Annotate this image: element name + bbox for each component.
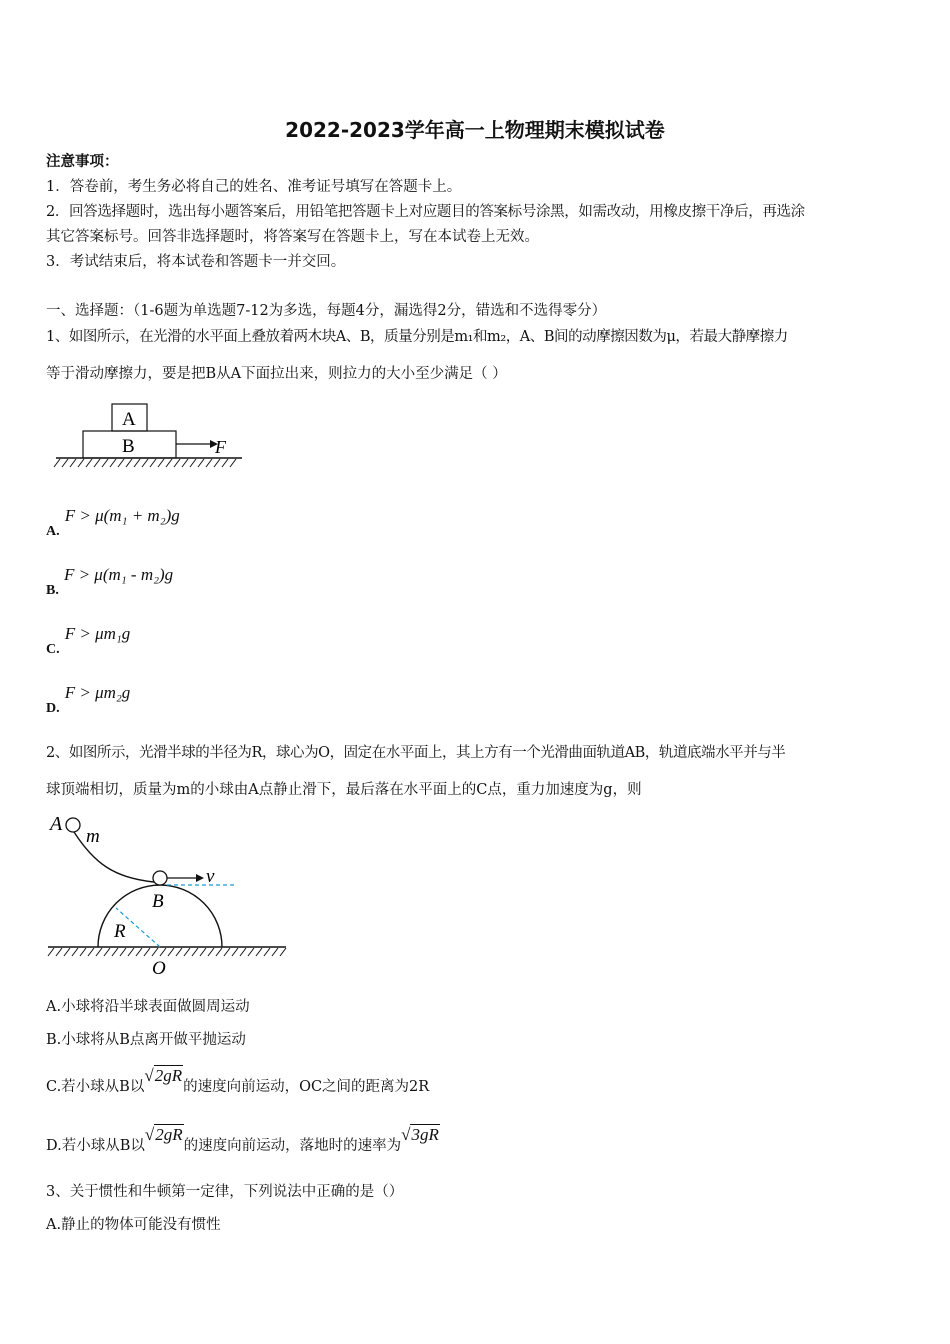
block-b-label: B (122, 436, 135, 457)
option-letter: A. (46, 524, 60, 539)
q1-stem-line2: 等于滑动摩擦力，要是把B从A下面拉出来，则拉力的大小至少满足（ ） (46, 366, 507, 382)
q1-option-d[interactable] (46, 683, 131, 716)
block-a-label: A (122, 409, 136, 430)
q2-option-a[interactable]: A.小球将沿半球表面做圆周运动 (46, 999, 250, 1015)
notice-heading: 注意事项： (46, 153, 119, 170)
option-formula: F > μ(m₁ + m₂)g (64, 506, 180, 525)
q1-option-a[interactable] (46, 506, 180, 539)
ground-hatch (48, 948, 286, 956)
radicand: 2gR (154, 1066, 183, 1085)
q3-option-a[interactable]: A.静止的物体可能没有惯性 (46, 1217, 221, 1233)
option-suffix: 的速度向前运动，OC之间的距离为2R (183, 1079, 430, 1095)
page-title: 2022-2023学年高一上物理期末模拟试卷 (285, 118, 665, 142)
notice-item: 其它答案标号。回答非选择题时，将答案写在答题卡上，写在本试卷上无效。 (46, 229, 539, 245)
radicand: 2gR (155, 1125, 183, 1144)
label-r: R (114, 921, 126, 942)
q1-option-c[interactable] (46, 624, 131, 657)
radical-sign-icon: √ (401, 1125, 411, 1144)
option-formula: F > μm₂g (64, 683, 131, 702)
option-letter: C. (46, 642, 60, 657)
ball-at-a (66, 818, 80, 832)
label-a: A (50, 813, 63, 835)
q1-figure-blocks (52, 398, 248, 470)
ground-hatch (54, 459, 236, 467)
label-b: B (152, 891, 164, 912)
q2-stem-line1: 2、如图所示，光滑半球的半径为R，球心为O，固定在水平面上，其上方有一个光滑曲面轨道AB，轨道底端水平并与半 (46, 745, 786, 761)
label-o: O (152, 958, 166, 979)
option-prefix: D.若小球从B以 (46, 1138, 145, 1154)
q2-figure-hemisphere (44, 808, 292, 980)
notice-item: 3．考试结束后，将本试卷和答题卡一并交回。 (46, 254, 346, 270)
notice-item: 2．回答选择题时，选出每小题答案后，用铅笔把答题卡上对应题目的答案标号涂黑，如需改动，用橡皮擦干净后，再选涂 (46, 204, 805, 220)
notice-item: 1．答卷前，考生务必将自己的姓名、准考证号填写在答题卡上。 (46, 179, 462, 195)
sqrt-expression (144, 1066, 183, 1086)
force-label: F (215, 437, 226, 457)
radical-sign-icon: √ (144, 1125, 155, 1144)
option-formula: F > μm₁g (64, 624, 131, 643)
q2-option-c[interactable] (46, 1066, 430, 1095)
option-formula: F > μ(m₁ - m₂)g (63, 565, 174, 584)
section-heading: 一、选择题：（1-6题为单选题7-12为多选，每题4分，漏选得2分，错选和不选得零分） (46, 303, 607, 319)
sqrt-expression (401, 1125, 440, 1145)
radicand: 3gR (411, 1125, 439, 1144)
label-m: m (86, 826, 100, 847)
q2-option-b[interactable]: B.小球将从B点离开做平抛运动 (46, 1032, 246, 1048)
q1-option-b[interactable] (46, 565, 174, 598)
option-suffix: 的速度向前运动，落地时的速率为 (183, 1138, 402, 1154)
velocity-arrow-head (196, 874, 204, 882)
ball-at-b (153, 871, 167, 885)
label-v: v (206, 866, 215, 887)
q2-stem-line2: 球顶端相切，质量为m的小球由A点静止滑下，最后落在水平面上的C点，重力加速度为g，则 (46, 782, 642, 798)
sqrt-expression (145, 1125, 184, 1145)
q2-option-d[interactable] (46, 1125, 440, 1154)
option-prefix: C.若小球从B以 (46, 1079, 145, 1095)
q1-stem-line1: 1、如图所示，在光滑的水平面上叠放着两木块A、B，质量分别是m₁和m₂，A、B间的动摩擦因数为μ，若最大静摩擦力 (46, 329, 788, 345)
radical-sign-icon: √ (144, 1066, 154, 1085)
option-letter: B. (46, 583, 59, 598)
option-letter: D. (46, 701, 60, 716)
q3-stem: 3、关于惯性和牛顿第一定律，下列说法中正确的是（） (46, 1184, 404, 1200)
